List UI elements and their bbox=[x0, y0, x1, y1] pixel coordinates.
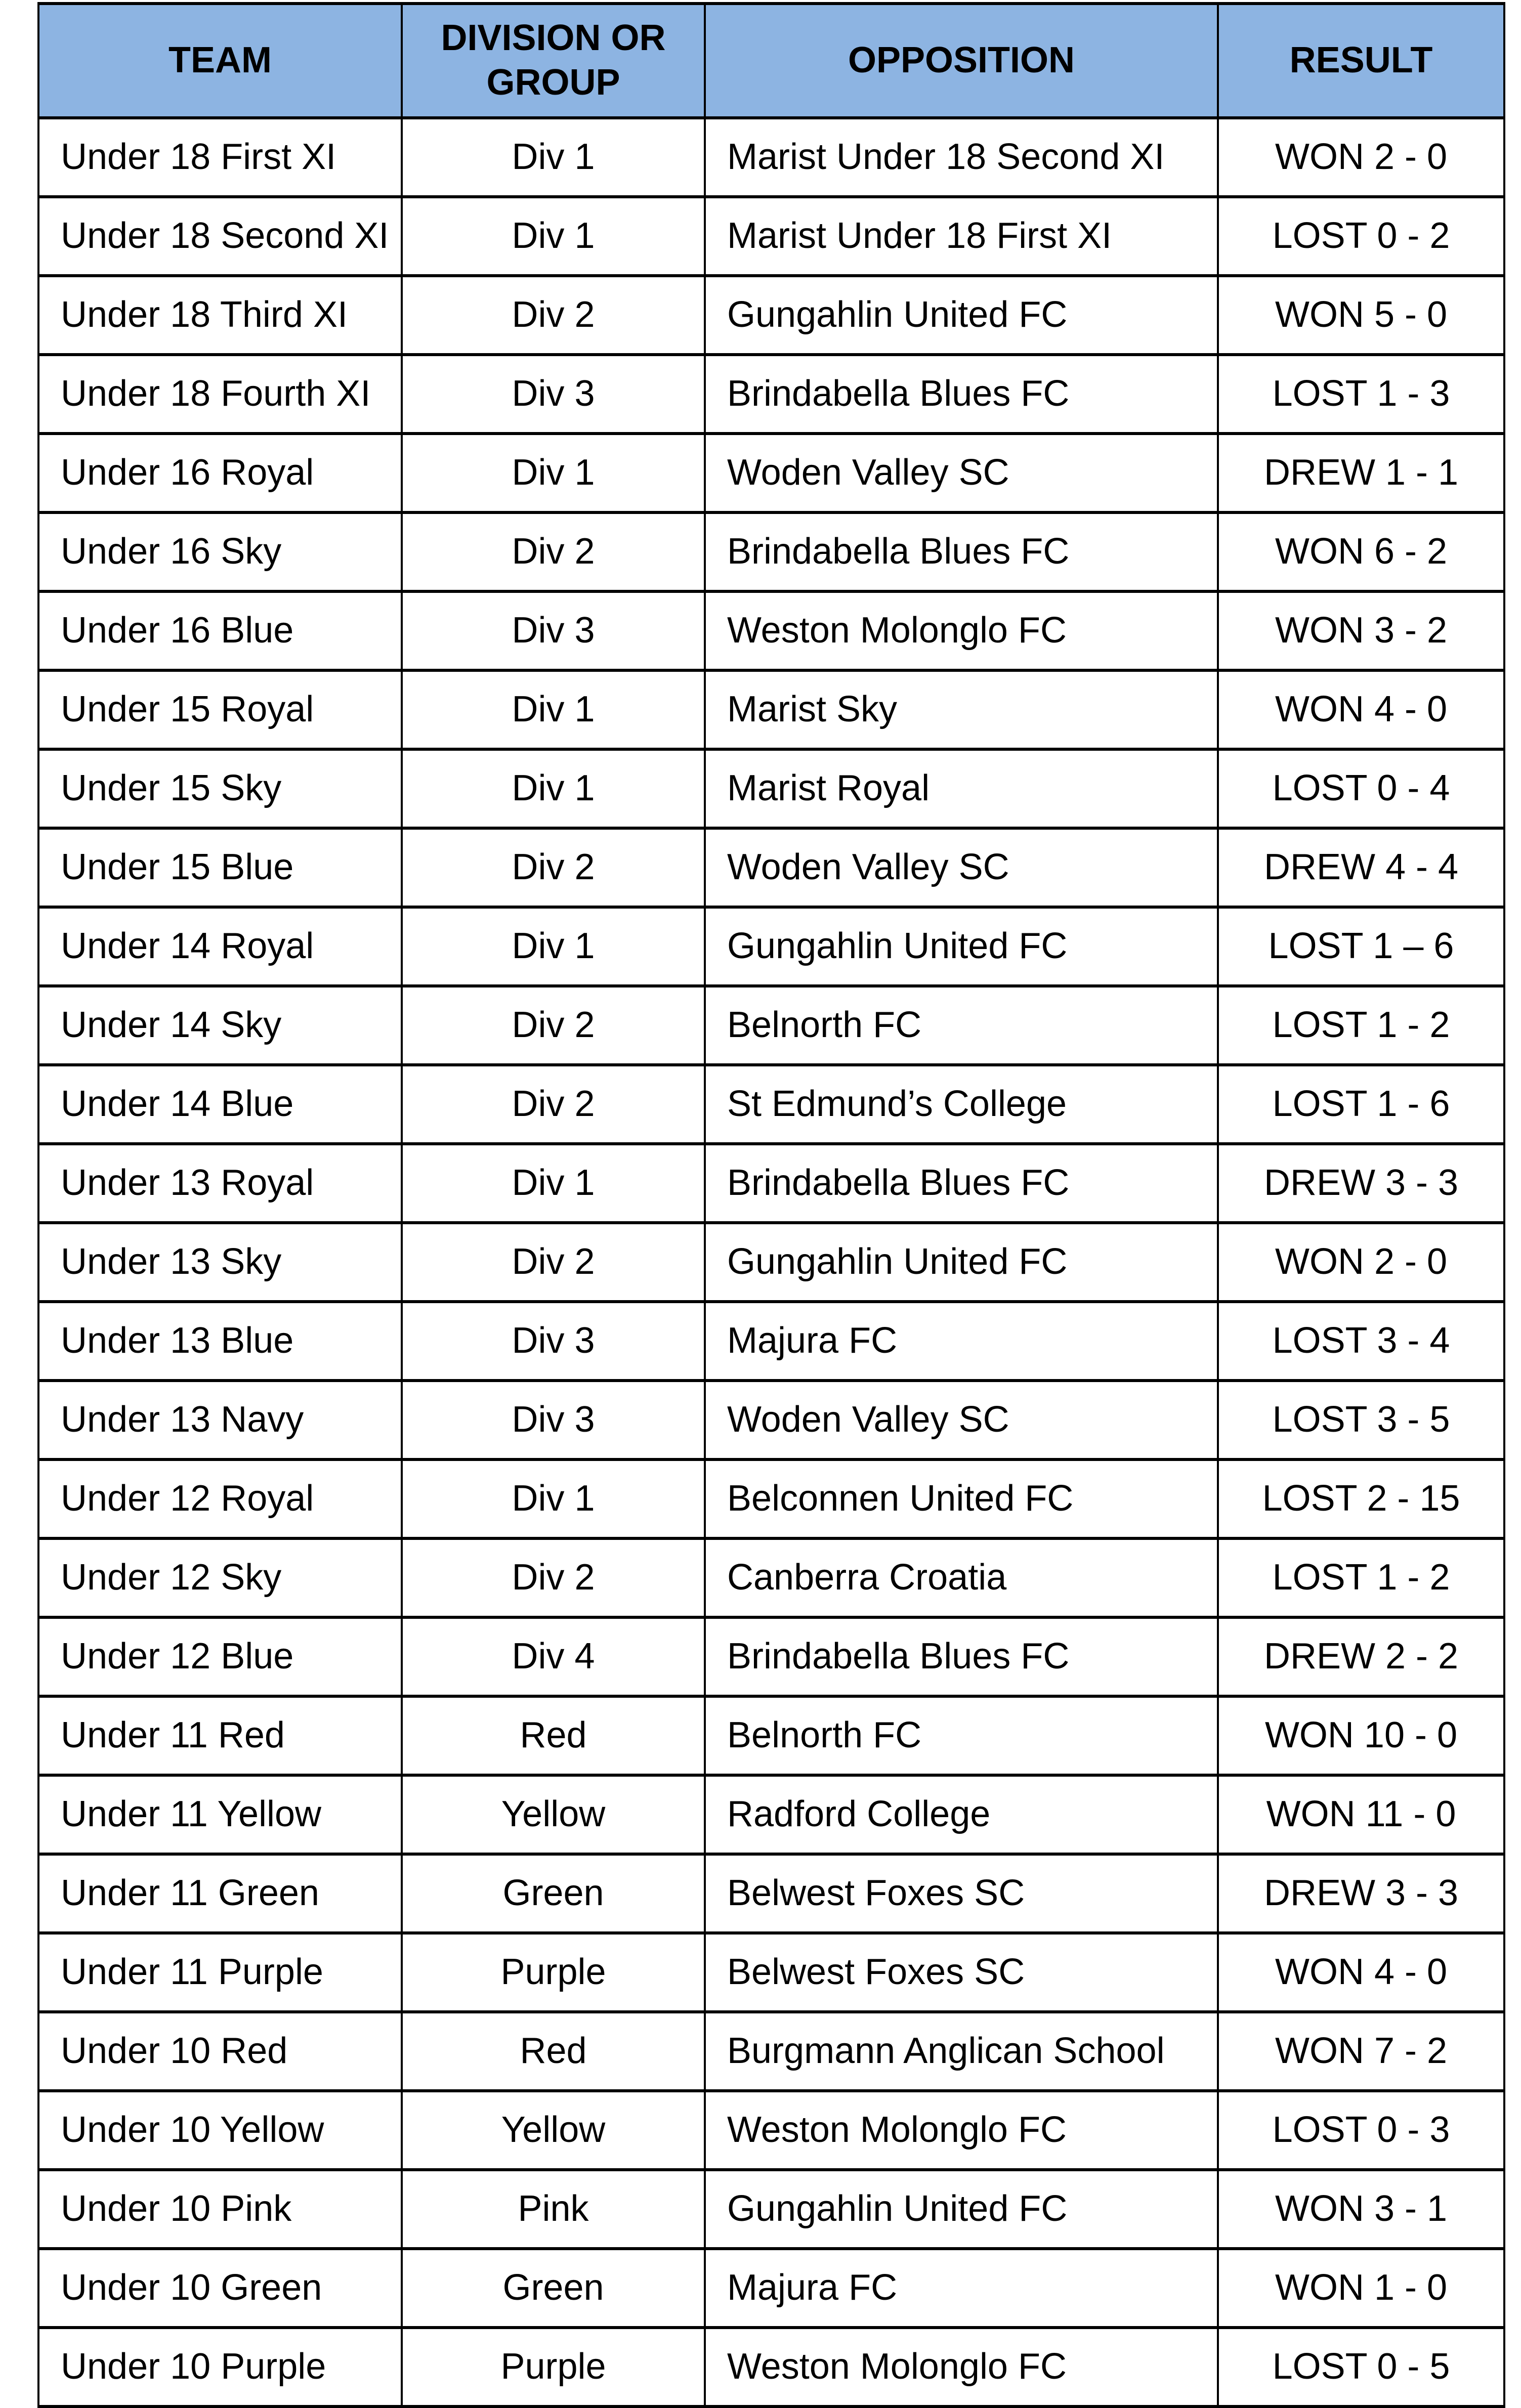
cell-division-or-group: Pink bbox=[402, 2170, 705, 2249]
cell-opposition: Weston Molonglo FC bbox=[705, 591, 1218, 670]
cell-opposition: Belconnen United FC bbox=[705, 1459, 1218, 1538]
cell-opposition: Belwest Foxes SC bbox=[705, 1854, 1218, 1933]
cell-team: Under 10 Purple bbox=[38, 2328, 402, 2406]
cell-result: WON 6 - 2 bbox=[1218, 512, 1504, 591]
cell-team: Under 15 Blue bbox=[38, 828, 402, 907]
table-row bbox=[38, 2328, 1504, 2406]
table-row bbox=[38, 197, 1504, 276]
cell-opposition: Brindabella Blues FC bbox=[705, 1144, 1218, 1223]
cell-result: WON 2 - 0 bbox=[1218, 118, 1504, 197]
cell-division-or-group: Green bbox=[402, 2249, 705, 2328]
cell-division-or-group: Div 1 bbox=[402, 197, 705, 276]
cell-result: WON 5 - 0 bbox=[1218, 276, 1504, 355]
cell-team: Under 14 Sky bbox=[38, 986, 402, 1065]
cell-team: Under 16 Royal bbox=[38, 434, 402, 512]
table-row bbox=[38, 1775, 1504, 1854]
table-row bbox=[38, 2249, 1504, 2328]
cell-result: LOST 0 - 2 bbox=[1218, 197, 1504, 276]
cell-team: Under 18 Third XI bbox=[38, 276, 402, 355]
cell-result: LOST 1 - 2 bbox=[1218, 986, 1504, 1065]
cell-division-or-group: Div 2 bbox=[402, 276, 705, 355]
cell-result: LOST 0 - 4 bbox=[1218, 749, 1504, 828]
cell-team: Under 10 Yellow bbox=[38, 2091, 402, 2170]
table-row bbox=[38, 1223, 1504, 1302]
table-row bbox=[38, 1538, 1504, 1617]
table-row bbox=[38, 2170, 1504, 2249]
cell-opposition: Majura FC bbox=[705, 2249, 1218, 2328]
cell-team: Under 11 Yellow bbox=[38, 1775, 402, 1854]
cell-opposition: Brindabella Blues FC bbox=[705, 355, 1218, 434]
table-row bbox=[38, 355, 1504, 434]
cell-result: WON 1 - 0 bbox=[1218, 2249, 1504, 2328]
cell-opposition: Canberra Croatia bbox=[705, 1538, 1218, 1617]
cell-result: LOST 0 - 3 bbox=[1218, 2091, 1504, 2170]
cell-team: Under 13 Sky bbox=[38, 1223, 402, 1302]
table-row bbox=[38, 1617, 1504, 1696]
cell-division-or-group: Div 1 bbox=[402, 118, 705, 197]
cell-result: LOST 1 – 6 bbox=[1218, 907, 1504, 986]
cell-opposition: Marist Under 18 First XI bbox=[705, 197, 1218, 276]
cell-team: Under 11 Green bbox=[38, 1854, 402, 1933]
cell-division-or-group: Div 2 bbox=[402, 1065, 705, 1144]
cell-team: Under 11 Purple bbox=[38, 1933, 402, 2012]
cell-opposition: Gungahlin United FC bbox=[705, 907, 1218, 986]
cell-division-or-group: Yellow bbox=[402, 1775, 705, 1854]
cell-opposition: Marist Royal bbox=[705, 749, 1218, 828]
cell-division-or-group: Green bbox=[402, 1854, 705, 1933]
cell-team: Under 14 Royal bbox=[38, 907, 402, 986]
cell-division-or-group: Div 3 bbox=[402, 591, 705, 670]
column-header-team: TEAM bbox=[38, 4, 402, 118]
table-row bbox=[38, 276, 1504, 355]
cell-opposition: Belnorth FC bbox=[705, 1696, 1218, 1775]
cell-opposition: Burgmann Anglican School bbox=[705, 2012, 1218, 2091]
cell-team: Under 10 Red bbox=[38, 2012, 402, 2091]
cell-team: Under 15 Sky bbox=[38, 749, 402, 828]
cell-division-or-group: Div 1 bbox=[402, 1144, 705, 1223]
cell-team: Under 14 Blue bbox=[38, 1065, 402, 1144]
cell-team: Under 18 First XI bbox=[38, 118, 402, 197]
cell-opposition: Radford College bbox=[705, 1775, 1218, 1854]
cell-result: WON 4 - 0 bbox=[1218, 670, 1504, 749]
cell-opposition: Brindabella Blues FC bbox=[705, 1617, 1218, 1696]
cell-opposition: Marist Sky bbox=[705, 670, 1218, 749]
cell-result: WON 2 - 0 bbox=[1218, 1223, 1504, 1302]
cell-division-or-group: Div 2 bbox=[402, 1223, 705, 1302]
table-row bbox=[38, 1696, 1504, 1775]
table-row bbox=[38, 1065, 1504, 1144]
table-row bbox=[38, 434, 1504, 512]
cell-division-or-group: Div 2 bbox=[402, 986, 705, 1065]
table-row bbox=[38, 1459, 1504, 1538]
cell-opposition: Belnorth FC bbox=[705, 986, 1218, 1065]
table-row bbox=[38, 1854, 1504, 1933]
cell-opposition: Majura FC bbox=[705, 1302, 1218, 1381]
cell-team: Under 11 Red bbox=[38, 1696, 402, 1775]
column-header-division-or-group: DIVISION OR GROUP bbox=[402, 4, 705, 118]
cell-division-or-group: Div 4 bbox=[402, 1617, 705, 1696]
cell-team: Under 13 Blue bbox=[38, 1302, 402, 1381]
cell-division-or-group: Yellow bbox=[402, 2091, 705, 2170]
cell-result: DREW 1 - 1 bbox=[1218, 434, 1504, 512]
cell-result: LOST 3 - 5 bbox=[1218, 1381, 1504, 1459]
cell-result: WON 3 - 2 bbox=[1218, 591, 1504, 670]
cell-opposition: Brindabella Blues FC bbox=[705, 512, 1218, 591]
cell-result: LOST 1 - 3 bbox=[1218, 355, 1504, 434]
cell-result: WON 11 - 0 bbox=[1218, 1775, 1504, 1854]
cell-opposition: Woden Valley SC bbox=[705, 1381, 1218, 1459]
cell-opposition: Marist Under 18 Second XI bbox=[705, 118, 1218, 197]
cell-result: LOST 2 - 15 bbox=[1218, 1459, 1504, 1538]
table-row bbox=[38, 1144, 1504, 1223]
header-row bbox=[38, 4, 1504, 118]
cell-team: Under 10 Pink bbox=[38, 2170, 402, 2249]
cell-division-or-group: Div 3 bbox=[402, 1302, 705, 1381]
table-row bbox=[38, 1302, 1504, 1381]
cell-division-or-group: Red bbox=[402, 2012, 705, 2091]
cell-division-or-group: Purple bbox=[402, 1933, 705, 2012]
cell-result: WON 10 - 0 bbox=[1218, 1696, 1504, 1775]
cell-result: LOST 3 - 4 bbox=[1218, 1302, 1504, 1381]
cell-opposition: Woden Valley SC bbox=[705, 434, 1218, 512]
cell-opposition: Gungahlin United FC bbox=[705, 276, 1218, 355]
cell-result: WON 4 - 0 bbox=[1218, 1933, 1504, 2012]
table-row bbox=[38, 2091, 1504, 2170]
cell-division-or-group: Div 1 bbox=[402, 434, 705, 512]
cell-result: DREW 3 - 3 bbox=[1218, 1854, 1504, 1933]
cell-team: Under 15 Royal bbox=[38, 670, 402, 749]
results-table bbox=[37, 2, 1505, 2408]
cell-opposition: Gungahlin United FC bbox=[705, 2170, 1218, 2249]
cell-opposition: Weston Molonglo FC bbox=[705, 2091, 1218, 2170]
column-header-opposition: OPPOSITION bbox=[705, 4, 1218, 118]
cell-division-or-group: Div 1 bbox=[402, 670, 705, 749]
cell-division-or-group: Div 2 bbox=[402, 828, 705, 907]
cell-team: Under 10 Green bbox=[38, 2249, 402, 2328]
cell-result: DREW 3 - 3 bbox=[1218, 1144, 1504, 1223]
table-row bbox=[38, 749, 1504, 828]
cell-division-or-group: Div 2 bbox=[402, 1538, 705, 1617]
cell-team: Under 12 Royal bbox=[38, 1459, 402, 1538]
cell-division-or-group: Red bbox=[402, 1696, 705, 1775]
cell-opposition: Gungahlin United FC bbox=[705, 1223, 1218, 1302]
cell-division-or-group: Div 1 bbox=[402, 1459, 705, 1538]
cell-division-or-group: Purple bbox=[402, 2328, 705, 2406]
cell-result: LOST 0 - 5 bbox=[1218, 2328, 1504, 2406]
cell-team: Under 13 Navy bbox=[38, 1381, 402, 1459]
cell-result: LOST 1 - 2 bbox=[1218, 1538, 1504, 1617]
table-row bbox=[38, 1381, 1504, 1459]
cell-division-or-group: Div 3 bbox=[402, 355, 705, 434]
cell-division-or-group: Div 1 bbox=[402, 749, 705, 828]
cell-team: Under 16 Sky bbox=[38, 512, 402, 591]
cell-team: Under 16 Blue bbox=[38, 591, 402, 670]
cell-division-or-group: Div 2 bbox=[402, 512, 705, 591]
cell-opposition: Weston Molonglo FC bbox=[705, 2328, 1218, 2406]
table-row bbox=[38, 1933, 1504, 2012]
cell-opposition: Belwest Foxes SC bbox=[705, 1933, 1218, 2012]
table-row bbox=[38, 2012, 1504, 2091]
table-row bbox=[38, 907, 1504, 986]
cell-opposition: Woden Valley SC bbox=[705, 828, 1218, 907]
cell-team: Under 18 Fourth XI bbox=[38, 355, 402, 434]
table-row bbox=[38, 670, 1504, 749]
table-row bbox=[38, 118, 1504, 197]
table-row bbox=[38, 986, 1504, 1065]
cell-result: WON 3 - 1 bbox=[1218, 2170, 1504, 2249]
table-row bbox=[38, 512, 1504, 591]
cell-division-or-group: Div 3 bbox=[402, 1381, 705, 1459]
cell-team: Under 18 Second XI bbox=[38, 197, 402, 276]
cell-opposition: St Edmund’s College bbox=[705, 1065, 1218, 1144]
cell-team: Under 12 Sky bbox=[38, 1538, 402, 1617]
table-row bbox=[38, 591, 1504, 670]
cell-team: Under 12 Blue bbox=[38, 1617, 402, 1696]
cell-result: LOST 1 - 6 bbox=[1218, 1065, 1504, 1144]
results-table-body bbox=[38, 118, 1504, 2406]
cell-result: WON 7 - 2 bbox=[1218, 2012, 1504, 2091]
table-row bbox=[38, 828, 1504, 907]
cell-team: Under 13 Royal bbox=[38, 1144, 402, 1223]
cell-division-or-group: Div 1 bbox=[402, 907, 705, 986]
column-header-result: RESULT bbox=[1218, 4, 1504, 118]
cell-result: DREW 2 - 2 bbox=[1218, 1617, 1504, 1696]
cell-result: DREW 4 - 4 bbox=[1218, 828, 1504, 907]
